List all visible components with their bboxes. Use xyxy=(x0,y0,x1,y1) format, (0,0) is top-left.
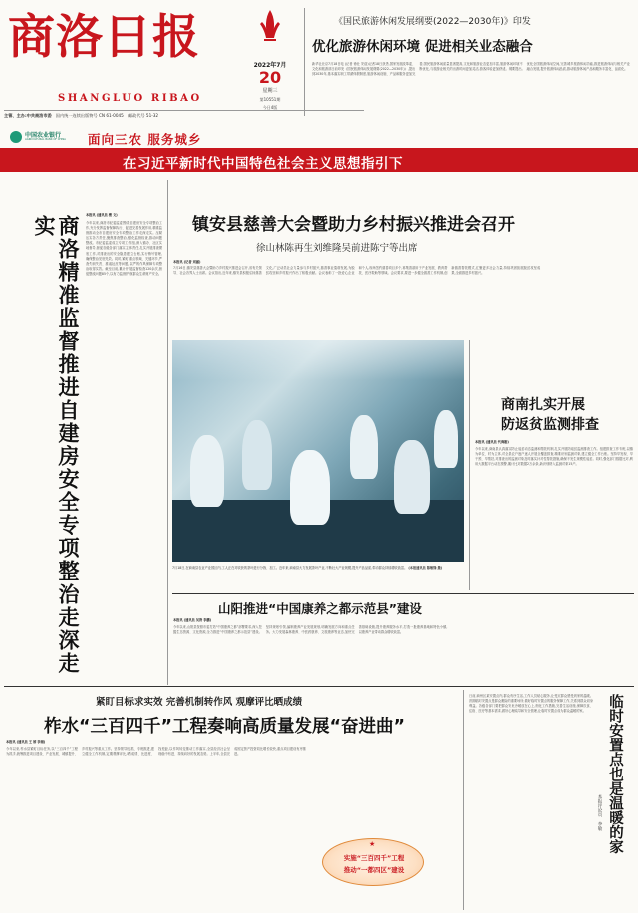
abc-bank-icon xyxy=(10,131,22,143)
bank-sub: AGRICULTURAL BANK OF CHINA xyxy=(25,138,66,141)
right-story-body: 今年以来,商南县认真落实防止返贫动态监测和帮扶机制,扎实开展防返贫监测排查工作。组建排查工作专班,以镇为单位、村为主体,对全县农户逐户逐人开展全覆盖排查,精准识别监测对象,建立健全工作台账。坚持早发现、早干预、早帮扶,对排查出的监测对象及时落实针对性帮扶措施,确保不发生规模性返贫。同时,强化部门数据比对,利用大数据平台动态预警,累计比对数据2万余条,新识别纳入监测对象15户。 xyxy=(475,447,633,467)
vertical-story-headline xyxy=(28,215,80,685)
photo-credit: (本报通讯员 陈敏锋 摄) xyxy=(408,566,443,570)
shanyang-headline: 山阳推进“中国康养之都示范县”建设 xyxy=(218,601,422,616)
shanyang-byline: 本报讯 (通讯员 吴涛 李鹏) xyxy=(173,618,212,622)
right-story-headline-2: 防返贫监测排查 xyxy=(501,417,599,433)
page-count: 今日4版 xyxy=(262,105,278,110)
issue-number: 第10551期 xyxy=(259,97,281,102)
date-plate xyxy=(238,8,302,114)
masthead-info xyxy=(4,111,364,120)
shanyang-body: 今年以来,山阳县按照市委打造“中国康养之都”部署要求,深入挖掘生态资源、文化资源,全力推进“中国康养之都示范县”建设。坚持规划引领,编制康养产业发展规划,明确发展方向和重点任务。大力发展森林康养、中医药康养、文旅康养等业态,加快完善基础设施,提升康养服务水平,打造一批康养基地和特色小镇,以康养产业带动群众增收致富。 xyxy=(173,625,448,635)
sponsor-text: 主管、主办:中共商洛市委 xyxy=(4,113,52,118)
bank-ad xyxy=(8,129,363,147)
cn-number: 国内统一连续出版物号 CN 61-0045 xyxy=(55,113,124,118)
zhashui-kicker: 紧盯目标求实效 完善机制转作风 观摩评比晒成绩 xyxy=(96,697,303,708)
banner xyxy=(0,148,638,172)
comment-headline-text: 临时安置点也是温暖的家 xyxy=(607,694,623,854)
star-icon: ★ xyxy=(369,840,376,848)
bank-name: 中国农业银行 xyxy=(25,132,62,139)
lead-story-subhead: 徐山林陈再生刘维隆吴前进陈宁等出席 xyxy=(256,243,418,254)
top-story-kicker: 《国民旅游休闲发展纲要(2022—2030年)》印发 xyxy=(334,17,531,27)
vertical-story-body: 今年以来,商洛市纪委监委围绕自建房安全专项整治工作,充分发挥监督保障执行、促进完善发展作用,精准监督推动全市自建房安全专项整治工作走深走实。压紧压实各方责任,聚焦排查整治,强化监督检查,推动问题整改。市纪委监委成立专项工作组,深入镇办、社区实地督导,督促各级各部门落实主体责任,扎实开展排查摸底工作,对排查出的安全隐患建立台账,实行销号管理,确保整治见底见效。同时,紧盯重点领域、关键环节,严查失职失责、推诿扯皮等问题,以严的作风保障专项整治取得实效。截至目前,累计开展监督检查120余次,督促整改问题85个,以有力监督护航群众生命财产安全。 xyxy=(86,221,162,276)
lead-story-body: 7月16日,镇安县慈善大会暨助力乡村振兴推进会召开,省有关领导、社会各界人士出席。会议指出,近年来,镇安县积极弘扬慈善文化,广泛动员社会力量参与乡村振兴,慈善事业蓬勃发展,为脱贫攻坚和乡村振兴作出了积极贡献。会议表彰了一批爱心企业和个人,现场签约慈善项目多个,募集善款用于产业发展、教育帮扶、医疗救助等领域。会议要求,要进一步健全慈善工作机制,创新慈善帮扶模式,汇聚更多社会力量,持续巩固拓展脱贫攻坚成果,全面推进乡村振兴。 xyxy=(173,266,541,276)
masthead-pinyin: SHANGLUO RIBAO xyxy=(58,93,202,104)
right-story-byline: 本报讯 (通讯员 代海刚) xyxy=(475,440,509,444)
date-weekday: 星期三 xyxy=(262,88,278,94)
zhashui-byline: 本报讯 (通讯员 王 婷 李娟) xyxy=(6,740,46,744)
date-day: 20 xyxy=(258,68,282,87)
top-story-headline: 优化旅游休闲环境 促进相关业态融合 xyxy=(312,39,533,55)
date-year-month: 2022年7月 xyxy=(253,62,287,69)
news-photo xyxy=(172,340,464,562)
zhashui-headline: 柞水“三百四千”工程奏响高质量发展“奋进曲” xyxy=(44,717,406,737)
badge-line-1: 实施“三百四千”工程 xyxy=(343,854,405,862)
campaign-badge xyxy=(322,838,424,886)
badge-line-2: 推动“一都四区”建设 xyxy=(343,866,405,874)
top-story-body: 新华社北京7月18日电 (记者 徐壮 安蓓)记者18日获悉,国家发展改革委、文化和旅游部日前印发《国民旅游休闲发展纲要(2022—2030年)》,提出到2030年,基本落实职工带薪休假制度,旅游休闲设施、产品和服务更加完善,国民旅游休闲质量显著提高,文化和旅游业态更加丰富,旅游休闲环境不断优化,与旅游业相关的出游时间更加灵活,游客体验更加舒适。纲要提出,优化全国旅游休闲空间,完善城乡旅游休闲功能,推进旅游休闲与相关产业融合发展,提升旅游休闲品质,推动旅游休闲产品和服务丰富化、品质化。 xyxy=(312,62,630,77)
zhashui-body: 今年以来,柞水县紧盯目标任务,以“三百四千”工程为抓手,统筹推进项目建设、产业发展、城镇提升、乡村振兴等重点工作。坚持领导包抓、专班推进,建立健全工作机制,定期观摩评比,晒成绩、比进度、找差距,以作风转变推动工作落实,全县经济社会呈现稳中有进、持续向好的发展态势。上半年,全县完成固定资产投资同比增长较快,重点项目建设有序推进。 xyxy=(6,747,306,757)
photo-caption xyxy=(172,566,464,588)
photo-caption-text: 7月18日,在商南县农业产业园区内,工人正在对收获的茶叶进行分拣、加工。近年来,商南县大力发展茶叶产业,不断壮大产业规模,提升产品品质,带动群众持续增收致富。 xyxy=(172,566,408,570)
masthead-title: 商洛日报 xyxy=(8,10,200,65)
right-story-headline-1: 商南扎实开展 xyxy=(501,397,585,413)
party-emblem-icon xyxy=(256,8,284,44)
vertical-story-byline: 本报讯 (通讯员 楼 文) xyxy=(86,213,118,217)
comment-headline xyxy=(604,694,624,904)
comment-body: 日前,商州区某安置点内,群众有序生活,工作人员贴心服务,让受灾群众感受到家的温暖。汛期临时安置点是群众避险的重要场所,做好临时安置点的服务保障工作,关系到群众切身利益。各级各部门要把群众安危冷暖放在心上,细化工作措施,完善生活设施,保障饮食、住宿、医疗等基本需求,做好心理疏导和安全管理,让临时安置点成为群众温暖的家。 xyxy=(469,694,593,714)
lead-story-byline: 本报讯 (记者 刘丽) xyxy=(173,260,201,264)
vertical-headline-text: 商洛精准监督推进自建房安全专项整治走深走实 xyxy=(32,215,80,675)
banner-text: 在习近平新时代中国特色社会主义思想指引下 xyxy=(123,156,403,172)
lead-story-headline: 镇安县慈善大会暨助力乡村振兴推进会召开 xyxy=(192,215,515,235)
comment-author: 本报评论员 李敏 xyxy=(597,794,602,831)
bank-motto: 面向三农 服务城乡 xyxy=(88,132,202,147)
postal-code: 邮政代号 51-32 xyxy=(127,113,159,118)
